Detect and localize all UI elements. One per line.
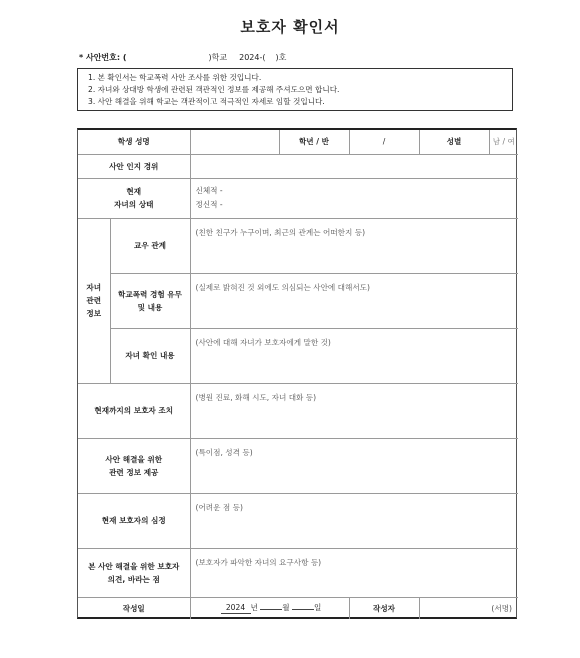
- mental-state: 정신적 -: [195, 200, 223, 209]
- peer-relation-hint: (친한 친구가 누구이며, 최근의 관계는 어떠한지 등): [195, 227, 366, 237]
- date-year-unit: 년: [250, 603, 258, 613]
- footer-row: [78, 597, 518, 619]
- experience-hint: (실제로 밝혀진 것 외에도 의심되는 사안에 대해서도): [195, 282, 370, 292]
- feeling-hint: (어려운 점 등): [195, 502, 243, 512]
- recognition-field[interactable]: [190, 154, 518, 178]
- guardian-measures-field[interactable]: [190, 383, 518, 438]
- notice-line: 2. 자녀와 상대방 학생에 관련된 객관적인 정보를 제공해 주셔도으면 합니다.: [88, 85, 340, 94]
- peer-relation-label: 교우 관계: [110, 218, 190, 273]
- grade-class-slash: /: [382, 137, 386, 147]
- related-info-label: [78, 438, 190, 493]
- form-table: [78, 130, 518, 619]
- student-name-label: 학생 성명: [78, 130, 190, 154]
- date-month-blank[interactable]: [260, 609, 282, 610]
- opinion-hint: (보호자가 파악한 자녀의 요구사항 등): [195, 557, 322, 567]
- date-day-unit: 일: [314, 603, 322, 613]
- grade-class-label: 학년 / 반: [279, 130, 349, 154]
- group-label-line: 자녀: [86, 283, 102, 292]
- recognition-label: 사안 인지 경위: [78, 154, 190, 178]
- student-info-row: [78, 130, 518, 154]
- related-info-field[interactable]: [190, 438, 518, 493]
- violence-experience-label: [110, 273, 190, 328]
- child-confirm-label: 자녀 확인 내용: [110, 328, 190, 383]
- guardian-feeling-label: 현재 보호자의 심정: [78, 493, 190, 548]
- guardian-opinion-field[interactable]: [190, 548, 518, 597]
- date-field[interactable]: [190, 597, 349, 619]
- notice-box: [77, 68, 513, 111]
- case-year-prefix: 2024-(: [239, 53, 266, 62]
- recognition-row: [78, 154, 518, 178]
- confirmation-form: [77, 128, 517, 619]
- gender-label: 성별: [419, 130, 489, 154]
- case-number-line: [79, 52, 286, 63]
- confirm-row: [78, 328, 518, 383]
- experience-label-line: 학교폭력 경험 유무: [118, 289, 182, 299]
- grade-class-field[interactable]: [349, 130, 419, 154]
- experience-row: [78, 273, 518, 328]
- physical-state: 신체적 -: [195, 186, 223, 195]
- info-label-line: 관련 정보 제공: [109, 467, 159, 477]
- info-hint: (특이점, 성격 등): [195, 447, 253, 457]
- guardian-opinion-label: [78, 548, 190, 597]
- feeling-row: [78, 493, 518, 548]
- case-number-close: )호: [275, 53, 287, 62]
- gender-field[interactable]: [489, 130, 518, 154]
- child-state-label-line: 현재: [126, 187, 142, 196]
- gender-options: 남 / 여: [492, 137, 515, 147]
- opinion-label-line: 본 사안 해결을 위한 보호자: [88, 561, 180, 571]
- child-confirm-field[interactable]: [190, 328, 518, 383]
- child-state-label-line: 자녀의 상태: [114, 200, 154, 209]
- opinion-label-line: 의견, 바라는 점: [107, 574, 160, 584]
- case-number-label: * 사안번호: (: [79, 53, 127, 62]
- date-year: 2024: [221, 603, 251, 614]
- guardian-feeling-field[interactable]: [190, 493, 518, 548]
- case-school-close: )학교: [208, 53, 228, 62]
- group-label-line: 관련: [86, 296, 102, 305]
- confirm-hint: (사안에 대해 자녀가 보호자에게 말한 것): [195, 337, 331, 347]
- child-state-row: [78, 178, 518, 218]
- date-label: 작성일: [78, 597, 190, 619]
- measures-hint: (병원 진료, 화해 시도, 자녀 대화 등): [195, 392, 317, 402]
- peer-row: [78, 218, 518, 273]
- child-state-field[interactable]: [190, 178, 518, 218]
- violence-experience-field[interactable]: [190, 273, 518, 328]
- child-info-group-label: [78, 218, 110, 383]
- notice-line: 3. 사안 해결을 위해 학교는 객관적이고 적극적인 자세로 임할 것입니다.: [88, 97, 325, 106]
- group-label-line: 정보: [86, 309, 102, 318]
- info-label-line: 사안 해결을 위한: [105, 454, 163, 464]
- notice-line: 1. 본 확인서는 학교폭력 사안 조사를 위한 것입니다.: [88, 73, 262, 82]
- date-month-unit: 월: [282, 603, 290, 613]
- peer-relation-field[interactable]: [190, 218, 518, 273]
- date-day-blank[interactable]: [292, 609, 314, 610]
- measures-row: [78, 383, 518, 438]
- info-row: [78, 438, 518, 493]
- signature-mark: (서명): [491, 603, 512, 613]
- child-state-label: [78, 178, 190, 218]
- writer-signature-field[interactable]: [419, 597, 518, 619]
- opinion-row: [78, 548, 518, 597]
- writer-label: 작성자: [349, 597, 419, 619]
- document-title: 보호자 확인서: [240, 18, 340, 36]
- guardian-measures-label: 현재까지의 보호자 조치: [78, 383, 190, 438]
- experience-label-line: 및 내용: [137, 302, 163, 312]
- student-name-field[interactable]: [190, 130, 279, 154]
